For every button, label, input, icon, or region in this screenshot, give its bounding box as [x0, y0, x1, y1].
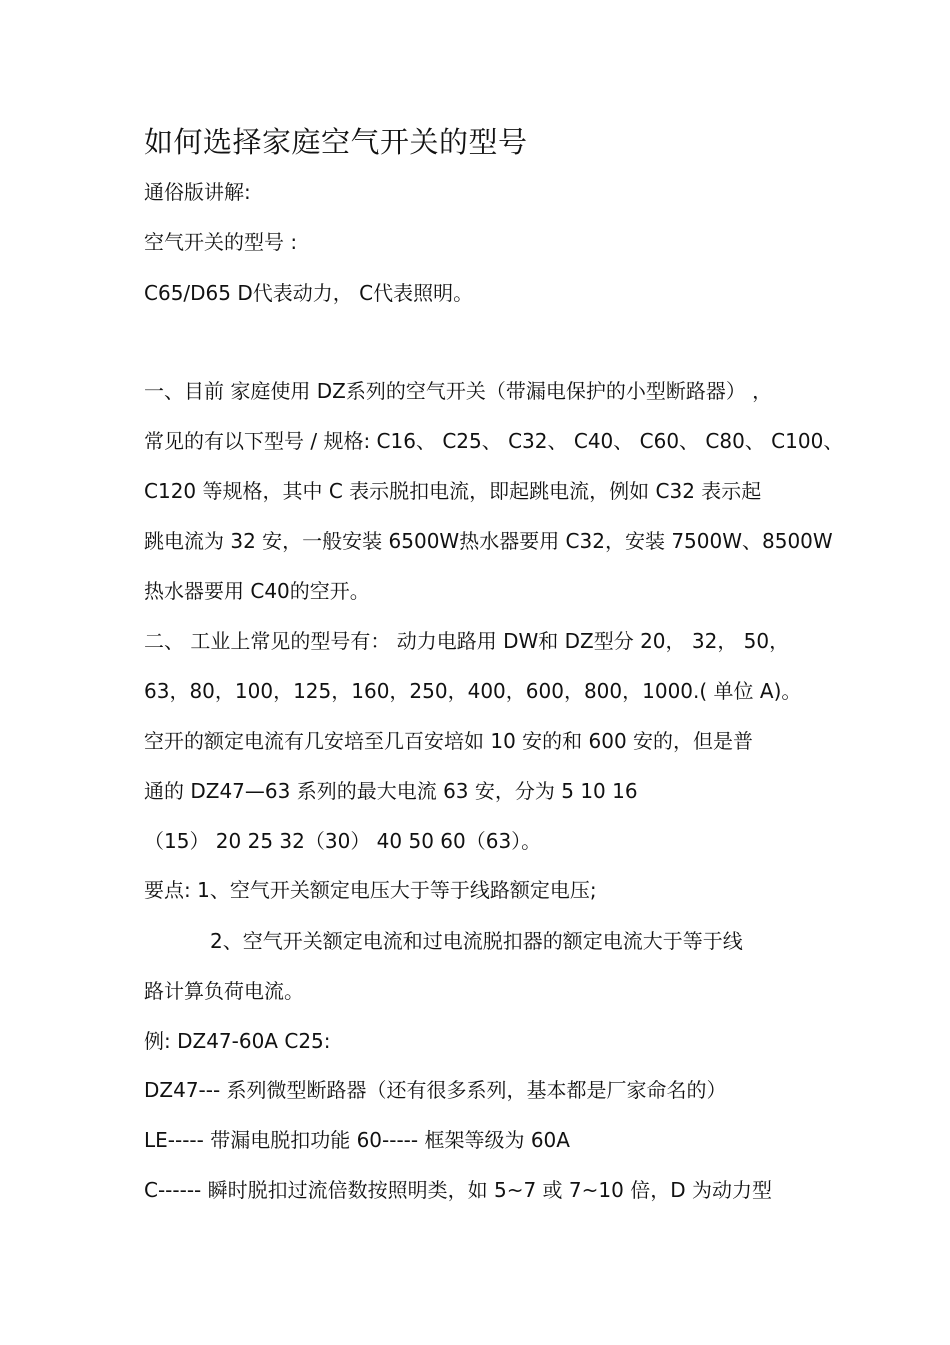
paragraph-line: 2、空气开关额定电流和过电流脱扣器的额定电流大于等于线	[210, 929, 743, 953]
paragraph-line: C120 等规格，其中 C 表示脱扣电流，即起跳电流，例如 C32 表示起	[144, 479, 762, 503]
page-title: 如何选择家庭空气开关的型号	[144, 125, 528, 159]
paragraph-line: C65/D65 D代表动力， C代表照明。	[144, 281, 474, 305]
paragraph-line: 跳电流为 32 安，一般安装 6500W热水器要用 C32，安装 7500W、8500W	[144, 529, 833, 553]
paragraph-line: 热水器要用 C40的空开。	[144, 579, 370, 603]
paragraph-line: 通的 DZ47—63 系列的最大电流 63 安，分为 5 10 16	[144, 779, 638, 803]
paragraph-line: DZ47--- 系列微型断路器（还有很多系列，基本都是厂家命名的）	[144, 1078, 727, 1102]
paragraph-line: 一、目前 家庭使用 DZ系列的空气开关（带漏电保护的小型断路器） ，	[144, 379, 773, 403]
paragraph-line: LE----- 带漏电脱扣功能 60----- 框架等级为 60A	[144, 1128, 570, 1152]
paragraph-line: 通俗版讲解:	[144, 180, 251, 204]
paragraph-line: 63，80，100，125，160，250，400，600，800，1000.( 单位 A)。	[144, 679, 802, 703]
paragraph-line: 空开的额定电流有几安培至几百安培如 10 安的和 600 安的，但是普	[144, 729, 754, 753]
paragraph-line: C------ 瞬时脱扣过流倍数按照明类，如 5~7 或 7~10 倍，D 为动力型	[144, 1178, 772, 1202]
paragraph-line: 空气开关的型号 :	[144, 230, 298, 254]
paragraph-line: 要点: 1、空气开关额定电压大于等于线路额定电压;	[144, 878, 597, 902]
paragraph-line: 路计算负荷电流。	[144, 979, 304, 1003]
paragraph-line: 例: DZ47-60A C25:	[144, 1029, 331, 1053]
paragraph-line: 二、 工业上常见的型号有： 动力电路用 DW和 DZ型分 20， 32， 50，	[144, 629, 790, 653]
paragraph-line: （15） 20 25 32（30） 40 50 60（63）。	[144, 829, 542, 853]
paragraph-line: 常见的有以下型号 / 规格: C16、 C25、 C32、 C40、 C60、 C80、 C100、	[144, 429, 844, 453]
